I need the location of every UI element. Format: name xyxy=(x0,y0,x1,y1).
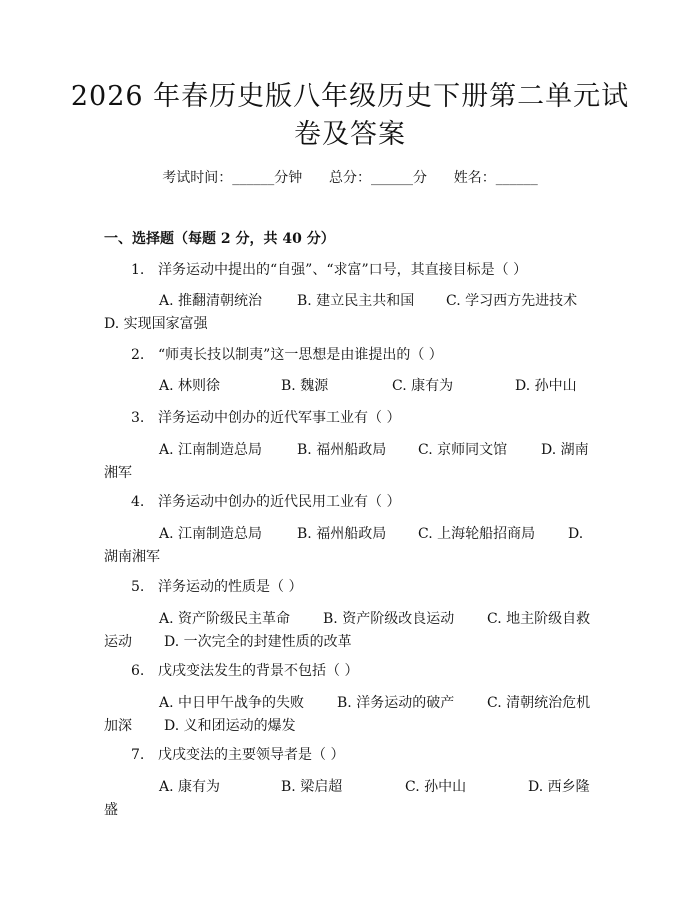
option-b: B. 洋务运动的破产 xyxy=(337,695,455,711)
option-c: C. 上海轮船招商局 xyxy=(418,526,536,542)
title-line-2: 卷及答案 xyxy=(294,119,406,150)
question-text: “师夷长技以制夷”这一思想是由谁提出的（ ） xyxy=(158,347,443,363)
option-b: B. 福州船政局 xyxy=(297,526,387,542)
question-6 xyxy=(131,661,358,681)
option-b: B. 资产阶级改良运动 xyxy=(323,611,455,627)
option-a: A. 资产阶级民主革命 xyxy=(159,611,291,627)
question-3 xyxy=(131,408,400,428)
exam-time: 考试时间：______分钟 xyxy=(162,170,303,186)
option-d: D. 一次完全的封建性质的改革 xyxy=(164,634,352,650)
option-d: D. 孙中山 xyxy=(515,378,577,394)
option-d-continued: 湘军 xyxy=(104,465,132,481)
section-heading: 一、选择题（每题 2 分，共 40 分） xyxy=(104,231,335,247)
option-d: D. 义和团运动的爆发 xyxy=(164,718,296,734)
title-line-1: 2026 年春历史版八年级历史下册第二单元试 xyxy=(70,81,630,112)
option-c: C. 清朝统治危机 xyxy=(487,695,591,711)
option-b: B. 魏源 xyxy=(281,378,329,394)
question-number: 3. xyxy=(131,410,145,426)
option-d: D. 西乡隆 xyxy=(528,779,590,795)
option-c: C. 地主阶级自救 xyxy=(487,611,591,627)
question-number: 6. xyxy=(131,663,145,679)
option-a: A. 林则徐 xyxy=(159,378,221,394)
question-text: 戊戌变法发生的背景不包括（ ） xyxy=(158,663,359,679)
student-name: 姓名：______ xyxy=(453,170,538,186)
question-text: 戊戌变法的主要领导者是（ ） xyxy=(158,747,345,763)
option-c: C. 康有为 xyxy=(392,378,454,394)
question-number: 4. xyxy=(131,494,145,510)
question-number: 5. xyxy=(131,579,145,595)
option-a: A. 江南制造总局 xyxy=(159,442,263,458)
exam-meta xyxy=(0,167,700,187)
question-number: 7. xyxy=(131,747,145,763)
option-a: A. 推翻清朝统治 xyxy=(159,293,263,309)
question-text: 洋务运动中创办的近代民用工业有（ ） xyxy=(158,494,401,510)
option-c: C. 孙中山 xyxy=(405,779,467,795)
question-text: 洋务运动中创办的近代军事工业有（ ） xyxy=(158,410,401,426)
option-c: C. 京师同文馆 xyxy=(418,442,508,458)
option-d-continued: 湖南湘军 xyxy=(104,549,160,565)
question-7 xyxy=(131,745,344,765)
question-number: 2. xyxy=(131,347,145,363)
option-d-continued: 盛 xyxy=(104,802,118,818)
option-b: B. 福州船政局 xyxy=(297,442,387,458)
question-text: 洋务运动中提出的“自强”、“求富”口号，其直接目标是（ ） xyxy=(158,262,528,278)
option-d: D. xyxy=(568,526,584,542)
option-d: D. 实现国家富强 xyxy=(104,316,208,332)
option-a: A. 中日甲午战争的失败 xyxy=(159,695,305,711)
option-b: B. 建立民主共和国 xyxy=(297,293,415,309)
question-text: 洋务运动的性质是（ ） xyxy=(158,579,303,595)
exam-score: 总分：______分 xyxy=(329,170,427,186)
question-1 xyxy=(131,260,527,280)
question-4 xyxy=(131,492,400,512)
document-title xyxy=(60,78,640,154)
option-a: A. 康有为 xyxy=(159,779,221,795)
option-d: D. 湖南 xyxy=(541,442,589,458)
question-2 xyxy=(131,345,443,365)
option-a: A. 江南制造总局 xyxy=(159,526,263,542)
option-b: B. 梁启超 xyxy=(281,779,343,795)
question-5 xyxy=(131,577,302,597)
option-c-continued: 运动 xyxy=(104,634,132,650)
option-c: C. 学习西方先进技术 xyxy=(446,293,578,309)
question-number: 1. xyxy=(131,262,145,278)
option-c-continued: 加深 xyxy=(104,718,132,734)
